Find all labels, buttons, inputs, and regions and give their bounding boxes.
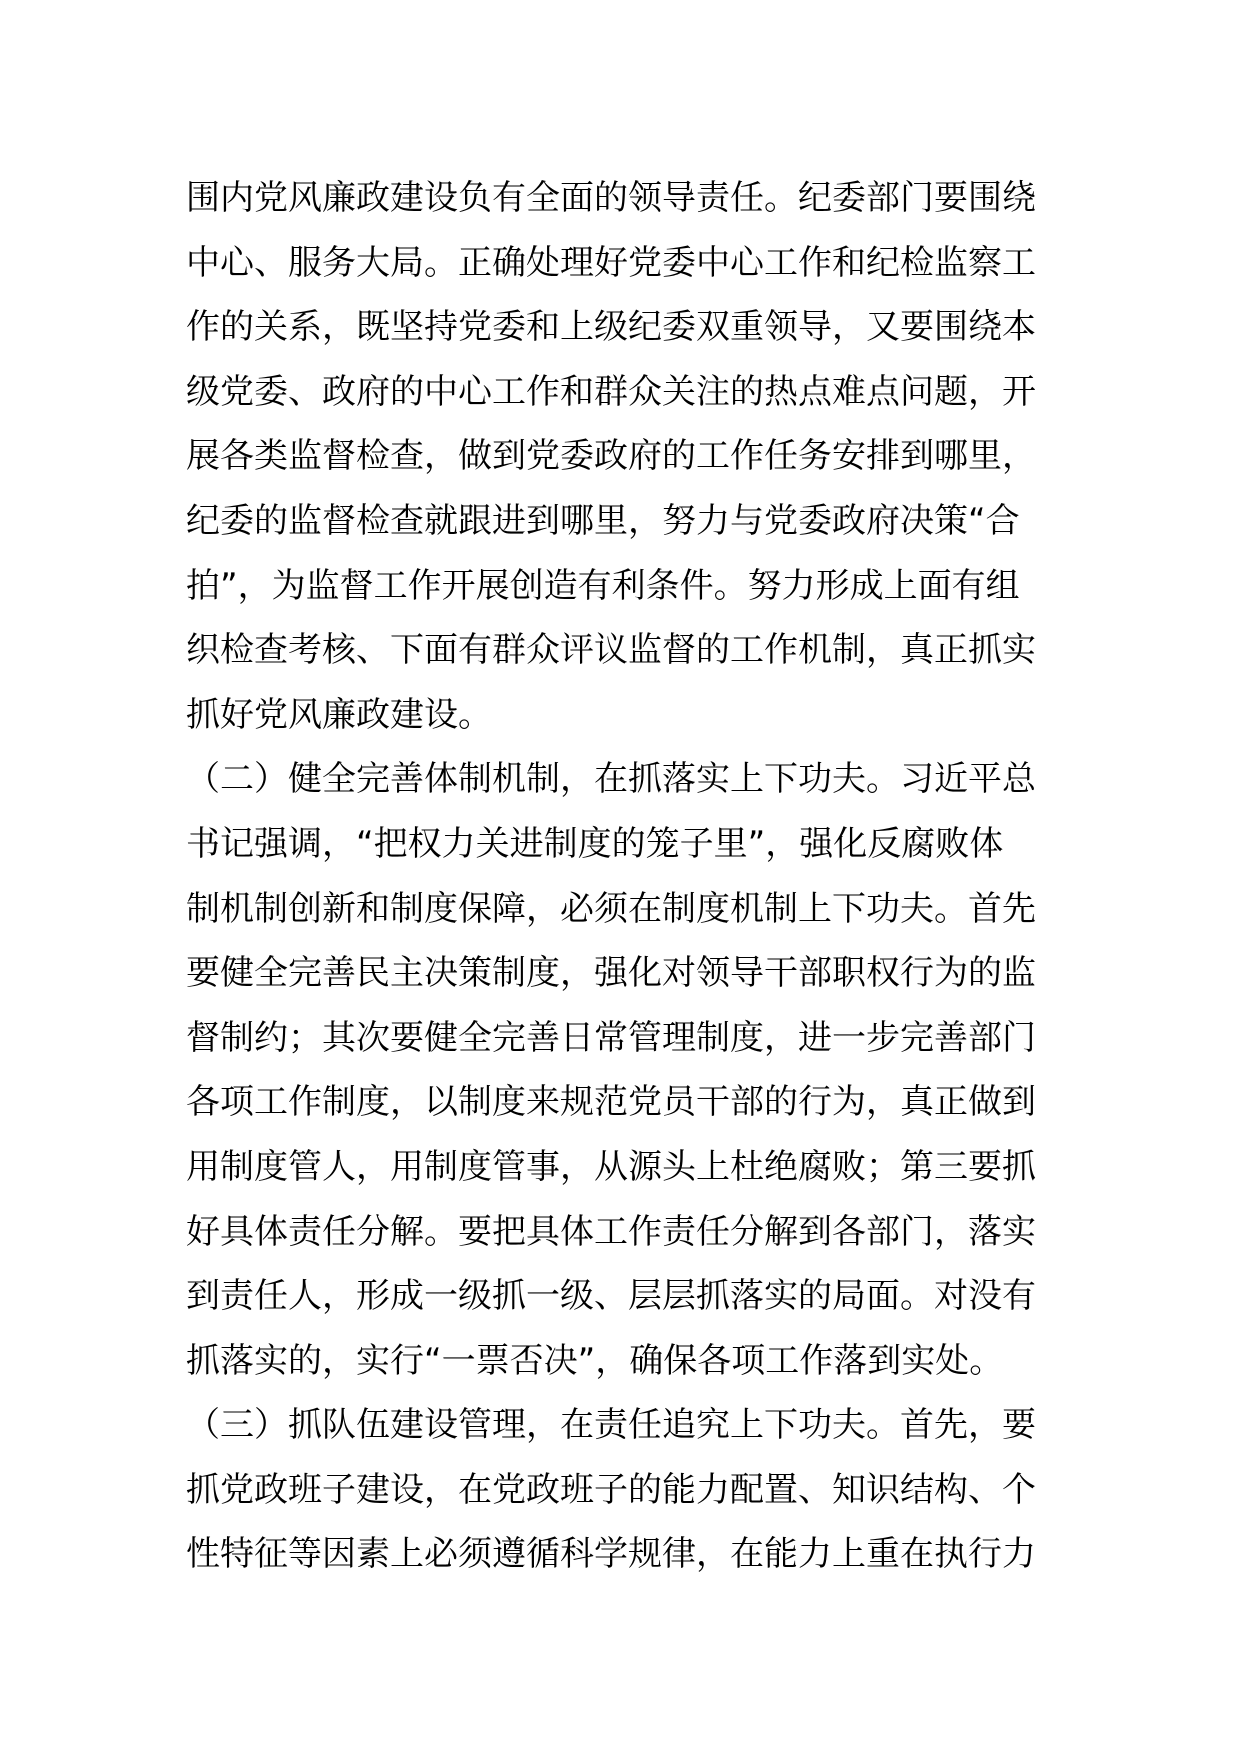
text-line: 拍”，为监督工作开展创造有利条件。努力形成上面有组	[186, 565, 1020, 606]
text-line: 制机制创新和制度保障，必须在制度机制上下功夫。首先	[186, 888, 1036, 929]
text-line: 用制度管人，用制度管事，从源头上杜绝腐败；第三要抓	[186, 1146, 1036, 1187]
text-line: 性特征等因素上必须遵循科学规律，在能力上重在执行力	[186, 1534, 1036, 1575]
section-heading-line: （二）健全完善体制机制，在抓落实上下功夫。习近平总	[186, 759, 1036, 800]
text-line: 抓落实的，实行“一票否决”，确保各项工作落到实处。	[186, 1340, 1004, 1381]
text-line: 织检查考核、下面有群众评议监督的工作机制，真正抓实	[186, 630, 1036, 671]
text-line: 级党委、政府的中心工作和群众关注的热点难点问题，开	[186, 371, 1036, 412]
text-line: 抓好党风廉政建设。	[186, 694, 492, 735]
text-line: 好具体责任分解。要把具体工作责任分解到各部门，落实	[186, 1211, 1036, 1252]
text-line: 作的关系，既坚持党委和上级纪委双重领导，又要围绕本	[186, 307, 1036, 348]
text-line: 要健全完善民主决策制度，强化对领导干部职权行为的监	[186, 953, 1036, 994]
text-line: 督制约；其次要健全完善日常管理制度，进一步完善部门	[186, 1017, 1036, 1058]
text-line: 围内党风廉政建设负有全面的领导责任。纪委部门要围绕	[186, 178, 1036, 218]
text-line: 到责任人，形成一级抓一级、层层抓落实的局面。对没有	[186, 1276, 1036, 1317]
text-line: 书记强调，“把权力关进制度的笼子里”，强化反腐败体	[186, 823, 1004, 864]
text-line: 中心、服务大局。正确处理好党委中心工作和纪检监察工	[186, 242, 1036, 283]
section-heading-line: （三）抓队伍建设管理，在责任追究上下功夫。首先，要	[186, 1405, 1036, 1446]
document-body	[186, 166, 1058, 1587]
text-line: 各项工作制度，以制度来规范党员干部的行为，真正做到	[186, 1082, 1036, 1123]
text-line: 抓党政班子建设，在党政班子的能力配置、知识结构、个	[186, 1469, 1036, 1510]
text-line: 纪委的监督检查就跟进到哪里，努力与党委政府决策“合	[186, 500, 1020, 541]
text-line: 展各类监督检查，做到党委政府的工作任务安排到哪里，	[186, 436, 1036, 477]
